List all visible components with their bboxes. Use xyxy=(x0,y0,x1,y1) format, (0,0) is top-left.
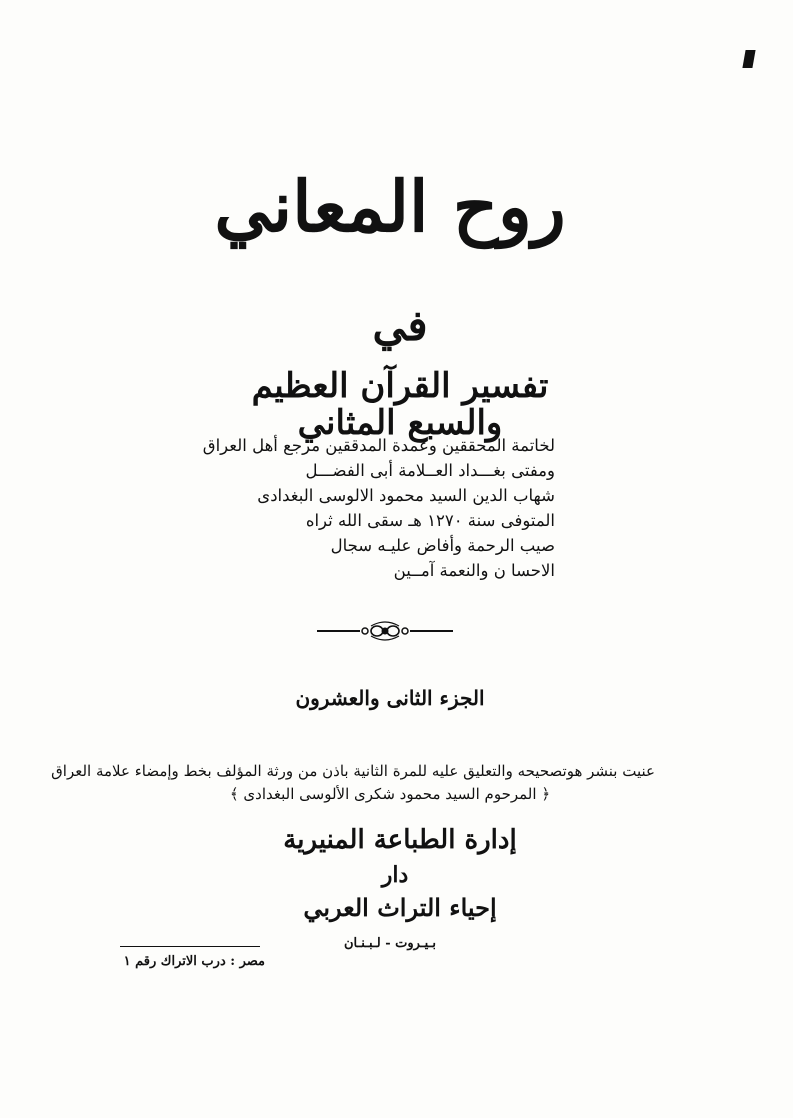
book-title: روح المعاني xyxy=(214,165,566,248)
footer-rule xyxy=(120,946,260,947)
distributor-name: إحياء التراث العربي xyxy=(303,893,497,922)
volume-label: الجزء الثانى والعشرون xyxy=(295,686,485,710)
title-connector: في xyxy=(372,301,428,350)
author-line: لخاتمة المحققين وعمدة المدققين مرجع أهل العراق xyxy=(202,436,555,455)
publication-note xyxy=(51,760,655,807)
publication-note-line: عنيت بنشر هوتصحيحه والتعليق عليه للمرة الثانية باذن من ورثة المؤلف بخط وإمضاء علامة العراق xyxy=(51,762,655,780)
footer-address: مصر : درب الاتراك رقم ١ xyxy=(123,954,265,969)
city-label: بـيـروت - لـبـنـان xyxy=(343,936,437,951)
author-line: الاحسا ن والنعمة آمــين xyxy=(393,560,555,580)
author-line: المتوفى سنة ١٢٧٠ هـ سقى الله ثراه xyxy=(305,510,555,530)
book-subtitle: تفسير القرآن العظيم والسبع المثاني xyxy=(251,366,549,444)
author-line: صيب الرحمة وأفاض عليـه سجال xyxy=(330,535,555,555)
publication-note-line: ﴿ المرحوم السيد محمود شكرى الألوسى البغدادى ﴾ xyxy=(229,785,551,804)
dar-label: دار xyxy=(381,862,409,888)
author-line: شهاب الدين السيد محمود الالوسى البغدادى xyxy=(257,485,555,505)
publisher-name: إدارة الطباعة المنيرية xyxy=(283,825,517,855)
page-corner-mark xyxy=(742,50,755,68)
author-description xyxy=(202,434,555,583)
author-line: ومفتى بغـــداد العــلامة أبى الفضـــل xyxy=(305,460,555,480)
ornamental-divider xyxy=(315,620,455,642)
